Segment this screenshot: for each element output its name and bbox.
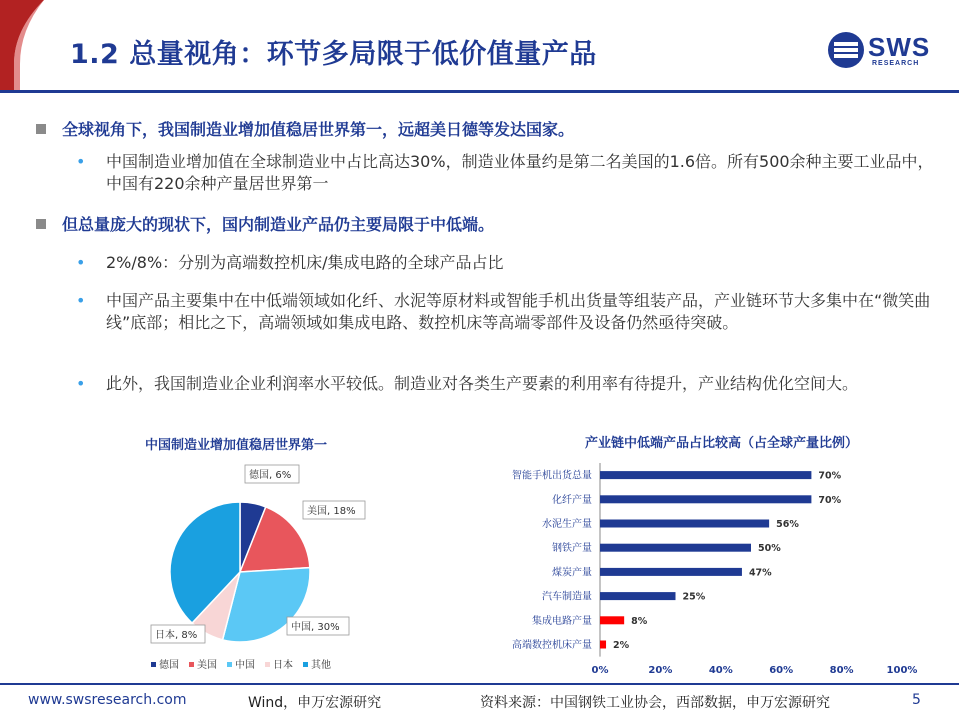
pie-data-label: 中国, 30% [291,622,340,633]
brand-logo-text: SWS [868,32,931,62]
footer-divider [0,683,959,685]
footer-right-source: 资料来源：中国钢铁工业协会，西部数据，申万宏源研究 [480,695,830,711]
legend-swatch [189,662,194,667]
bullet-level1-2 [36,212,494,235]
legend-label: 美国 [197,660,217,671]
bullet-level1-1 [36,117,574,140]
bar-5 [600,592,676,600]
bar-value-label: 70% [818,470,842,482]
bar-category-label: 煤炭产量 [552,567,592,579]
dot-bullet-icon: • [76,374,86,393]
dot-bullet-icon: • [76,152,86,171]
bar-4 [600,568,742,576]
legend-swatch [303,662,308,667]
bullet-text: 但总量庞大的现状下，国内制造业产品仍主要局限于中低端。 [62,215,495,234]
bar-category-label: 汽车制造量 [542,591,592,603]
title-divider [0,90,959,93]
page-number: 5 [912,692,921,708]
bullet-text: 2%/8%：分别为高端数控机床/集成电路的全球产品占比 [106,253,504,272]
bar-value-label: 50% [758,543,781,555]
dot-bullet-icon: • [76,291,86,310]
bar-value-label: 56% [776,519,799,530]
bar-value-label: 70% [818,494,842,506]
bar-value-label: 47% [748,567,772,579]
x-tick-label: 100% [886,665,918,676]
pie-chart-title: 中国制造业增加值稳居世界第一 [145,438,328,453]
bar-chart [470,455,940,680]
bar-6 [600,616,624,624]
bar-1 [600,495,811,503]
legend-label: 德国 [159,660,179,671]
bar-value-label: 8% [631,615,648,627]
bar-category-label: 集成电路产量 [532,615,592,627]
x-tick-label: 80% [829,665,854,676]
pie-data-label: 日本, 8% [155,630,198,641]
bullet-level2-1 [76,151,936,195]
square-bullet-icon [36,219,46,229]
legend-swatch [265,662,270,667]
legend-label: 中国 [235,660,255,671]
legend-swatch [151,662,156,667]
legend-label: 日本 [273,660,293,671]
bar-chart-title: 产业链中低端产品占比较高（占全球产量比例） [585,436,859,451]
bar-value-label: 25% [682,591,706,603]
x-tick-label: 60% [769,665,794,676]
bullet-level2-3 [76,290,936,334]
x-tick-label: 40% [708,665,733,676]
pie-chart [145,455,385,680]
title-accent-arc [0,0,70,95]
bullet-level2-4 [76,373,936,395]
dot-bullet-icon: • [76,253,86,272]
legend-swatch [227,662,232,667]
bullet-text: 中国制造业增加值在全球制造业中占比高达30%，制造业体量约是第二名美国的1.6倍。所有500余种主要工业品中，中国有220余种产量居世界第一 [106,152,934,193]
pie-data-label: 美国, 18% [307,506,356,517]
x-tick-label: 20% [648,665,673,676]
legend-label: 其他 [311,660,331,671]
bullet-level2-2 [76,252,936,274]
bar-category-label: 水泥生产量 [542,519,592,530]
bar-category-label: 钢铁产量 [552,543,592,555]
x-tick-label: 0% [591,665,609,676]
bar-3 [600,544,751,552]
bullet-text: 此外，我国制造业企业利润率水平较低。制造业对各类生产要素的利用率有待提升，产业结构优化空间大。 [106,374,859,393]
bar-category-label: 智能手机出货总量 [512,470,592,482]
bullet-text: 全球视角下，我国制造业增加值稳居世界第一，远超美日德等发达国家。 [62,120,575,139]
page-title: 1.2 总量视角：环节多局限于低价值量产品 [70,39,597,70]
sws-logo-icon [826,30,866,70]
bar-2 [600,520,769,528]
bullet-text: 中国产品主要集中在中低端领域如化纤、水泥等原材料或智能手机出货量等组装产品，产业链环节大多集中在“微笑曲线”底部；相比之下，高端领域如集成电路、数控机床等高端零部件及设备仍然亟待突破。 [106,291,931,332]
bar-category-label: 高端数控机床产量 [512,640,592,651]
bar-value-label: 2% [613,640,630,651]
bar-category-label: 化纤产量 [552,494,592,506]
square-bullet-icon [36,124,46,134]
footer-url-link[interactable]: www.swsresearch.com [28,692,187,708]
bar-0 [600,471,811,479]
pie-data-label: 德国, 6% [249,470,292,481]
footer-left-source: Wind，申万宏源研究 [248,695,382,711]
brand-logo-subtext: RESEARCH [872,60,920,67]
bar-7 [600,641,606,649]
